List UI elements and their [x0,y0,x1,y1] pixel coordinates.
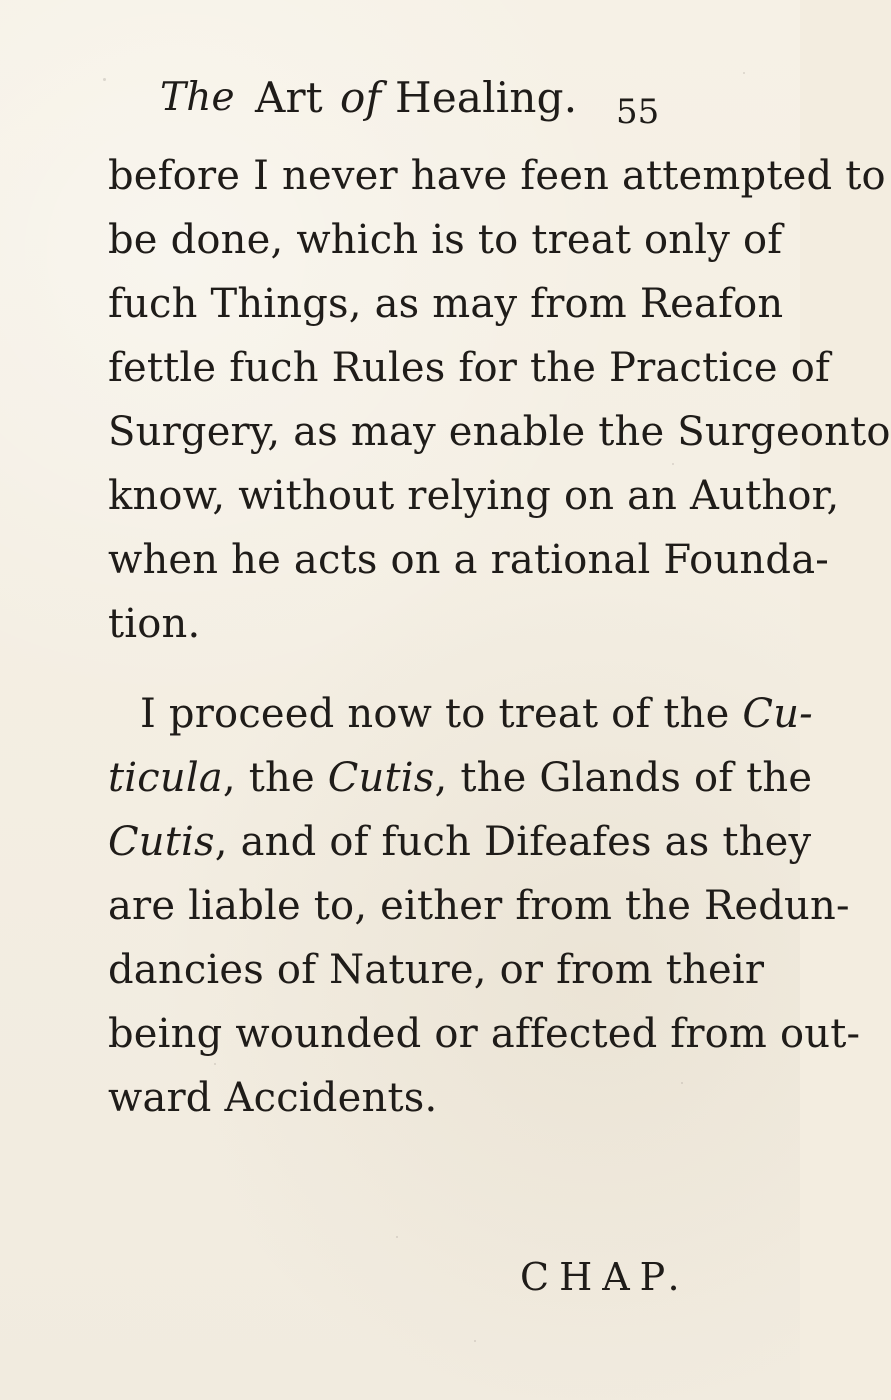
running-head-word-of: of [340,73,382,122]
paragraph-two-line-2 [108,752,813,804]
running-head-word-the: The [160,75,235,120]
paragraph-two-line-2-part-c: Cutis [327,755,435,801]
running-head-word-healing: Healing. [395,73,578,122]
paper-speck [672,463,674,465]
paragraph-two-line-3-part-a: Cutis [108,819,215,865]
paragraph-two-line-5: dancies of Nature, or from their [108,947,765,993]
paragraph-one-line-3: fuch Things, as may from Reafon [108,281,784,327]
paragraph-one-line-1: before I never have feen attempted to [108,153,886,199]
paragraph-one-line-5: Surgery, as may enable the Surgeonto [108,409,891,455]
running-head [160,74,660,134]
paper-speck [681,1082,683,1084]
paragraph-one-line-6: know, without relying on an Author, [108,473,840,519]
paper-speck [743,72,745,74]
paragraph-two-line-3-part-b: , and of fuch Difeafes as they [214,819,812,865]
paragraph-two-line-1-part-b: Cu- [742,691,813,737]
paragraph-one-line-2: be done, which is to treat only of [108,217,783,263]
paragraph-two-line-1-part-a: I proceed now to treat of the [140,691,743,737]
paragraph-two-line-2-part-d: , the Glands of the [434,755,813,801]
paragraph-one-line-7: when he acts on a rational Founda- [108,537,829,583]
page-number: 55 [616,92,660,132]
paragraph-two-line-3 [108,816,812,868]
paragraph-two-line-2-part-b: , the [222,755,328,801]
running-head-word-art: Art [255,73,323,122]
paper-speck [474,1340,476,1342]
paragraph-two-line-1 [140,688,813,740]
paper-speck [103,78,106,81]
paragraph-one-line-4: fettle fuch Rules for the Practice of [108,345,831,391]
paper-speck [396,1236,398,1238]
paragraph-two-line-2-part-a: ticula [108,755,223,801]
catchword: CHAP. [520,1255,690,1299]
paragraph-two-line-6: being wounded or affected from out- [108,1011,861,1057]
paragraph-one-line-8: tion. [108,601,201,647]
paper-speck [214,1063,216,1065]
paragraph-two-line-7: ward Accidents. [108,1075,438,1121]
paragraph-two-line-4: are liable to, either from the Redun- [108,883,850,929]
